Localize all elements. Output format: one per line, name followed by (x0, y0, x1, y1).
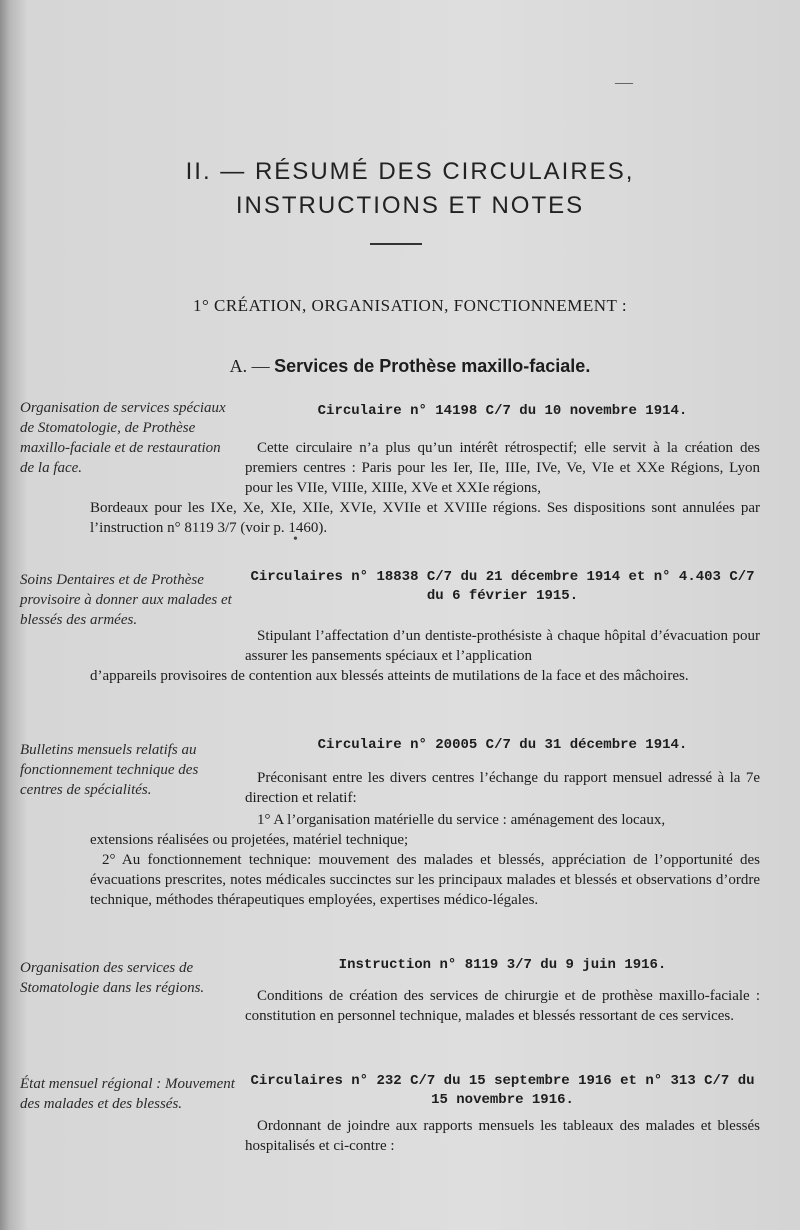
subsection-heading (60, 356, 760, 377)
entry-3-item-1: 1° A l’organisation matérielle du service : aménagement des locaux, (257, 812, 666, 828)
entry-1-heading: Circulaire n° 14198 C/7 du 10 novembre 1914. (317, 403, 688, 419)
subsection-number: A. — (229, 356, 270, 376)
entry-2-paragraph-cont: d’appareils provisoires de contention aux blessés atteints de mutilations de la face et des mâchoires. (90, 668, 689, 684)
margin-note-2: Soins Dentaires et de Prothèse provisoire à donner aux malades et blessés des armées. (20, 572, 232, 628)
entry-3-heading: Circulaire n° 20005 C/7 du 31 décembre 1914. (317, 737, 688, 753)
margin-note-3: Bulletins mensuels relatifs au fonctionnement technique des centres de spécialités. (20, 742, 199, 798)
entry-3-paragraph: Préconisant entre les divers centres l’échange du rapport mensuel adressé à la 7e direction et relatif: (245, 770, 760, 806)
margin-note-4: Organisation des services de Stomatologie dans les régions. (20, 960, 205, 996)
subsection-label: Services de Prothèse maxillo-faciale. (274, 356, 591, 376)
entry-1-paragraph: Cette circulaire n’a plus qu’un intérêt rétrospectif; elle servit à la création des premiers centres : Paris pour les Ier, IIe, IIIe, IVe, Ve, VIe et XXe Régions, Lyon pour les VIIe, VIIIe, XIIIe, XVe et XXIe régions, (245, 440, 760, 496)
entry-2-paragraph: Stipulant l’affectation d’un dentiste-prothésiste à chaque hôpital d’évacuation pour assurer les pansements spéciaux et l’application (245, 628, 760, 664)
entry-5-heading: Circulaires n° 232 C/7 du 15 septembre 1916 et n° 313 C/7 du 15 novembre 1916. (250, 1073, 755, 1108)
margin-note-1: Organisation de services spéciaux de Stomatologie, de Prothèse maxillo-faciale et de restauration de la face. (20, 400, 226, 476)
margin-note-5: État mensuel régional : Mouvement des malades et des blessés. (20, 1076, 235, 1112)
page-title-line-2: INSTRUCTIONS ET NOTES (235, 192, 585, 219)
section-heading: 1° CRÉATION, ORGANISATION, FONCTIONNEMENT : (192, 296, 628, 315)
entry-4-heading: Instruction n° 8119 3/7 du 9 juin 1916. (338, 957, 667, 973)
entry-5-paragraph: Ordonnant de joindre aux rapports mensuels les tableaux des malades et blessés hospitalisés et ci-contre : (245, 1118, 760, 1154)
entry-3-item-1-cont: extensions réalisées ou projetées, matériel technique; (90, 832, 409, 848)
print-speck: • (293, 532, 298, 547)
entry-1-paragraph-cont: Bordeaux pour les IXe, Xe, XIe, XIIe, XVIe, XVIIe et XVIIIe régions. Ses dispositions sont annulées par l’instruction n° 8119 3/7 (voir p. 1460). (90, 500, 760, 536)
title-divider (370, 243, 422, 245)
entry-2-heading: Circulaires n° 18838 C/7 du 21 décembre 1914 et n° 4.403 C/7 du 6 février 1915. (250, 569, 755, 604)
entry-3-item-2: 2° Au fonctionnement technique: mouvement des malades et blessés, appréciation de l’opportunité des évacuations prescrites, notes médicales succinctes sur les principaux malades et blessés et observations d’ordre technique, méthodes thérapeutiques employées, expertises médico-légales. (90, 852, 760, 908)
page-folio: — (615, 72, 633, 92)
entry-4-paragraph: Conditions de création des services de chirurgie et de prothèse maxillo-faciale : constitution en personnel technique, malades et blessés ressortant de ces services. (245, 988, 760, 1024)
page-title-line-1: II. — RÉSUMÉ DES CIRCULAIRES, (185, 158, 635, 185)
